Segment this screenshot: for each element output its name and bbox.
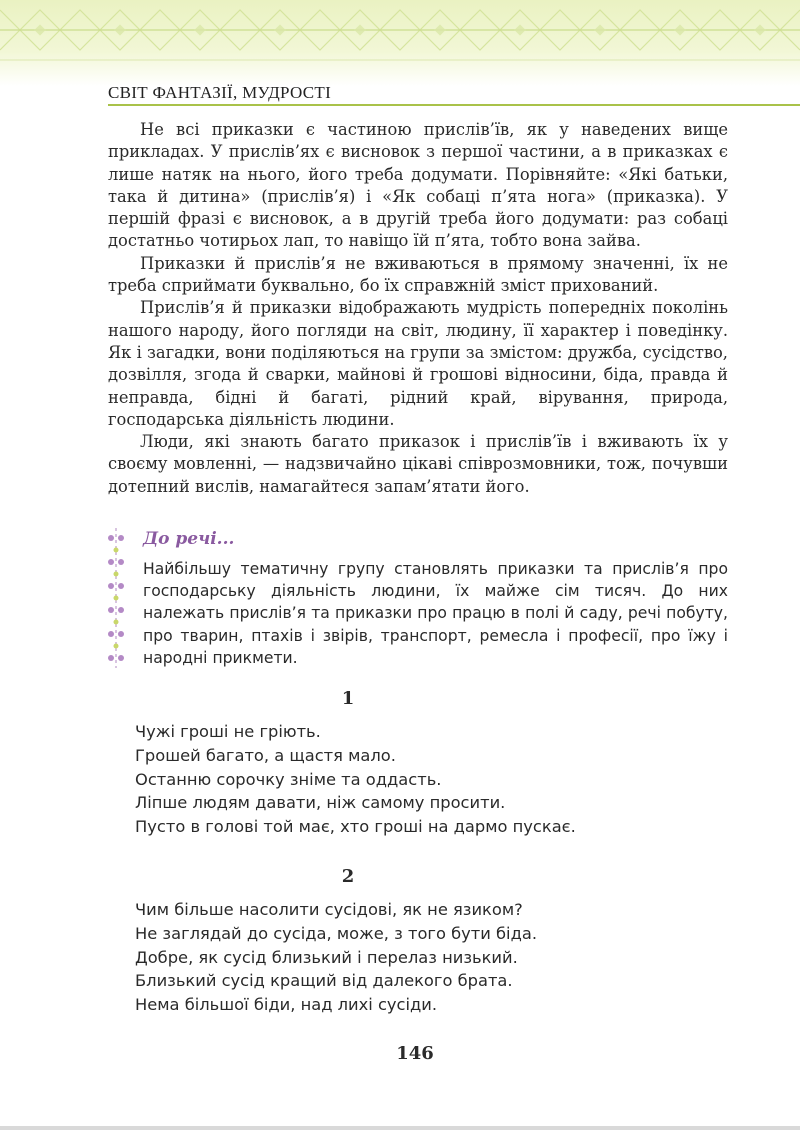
- page-number: 146: [396, 1043, 434, 1064]
- proverb-line: Добре, як сусід близький і перелаз низький.: [135, 947, 518, 967]
- aside-text: [143, 558, 728, 669]
- proverb-line: Пусто в голові той має, хто гроші на дармо пускає.: [135, 817, 576, 837]
- paragraph: Приказки й прислів’я не вживаються в прямому значенні, їх не треба сприймати буквально, бо їх справжній зміст прихований.: [108, 253, 728, 296]
- bottom-divider: [0, 1126, 800, 1130]
- title-divider: [108, 104, 800, 106]
- section-number: 2: [341, 866, 355, 887]
- proverb-list: [135, 720, 695, 839]
- proverb-line: Близький сусід кращий від далекого брата.: [135, 971, 513, 991]
- body-text: [108, 119, 728, 498]
- aside-title: До речі...: [143, 529, 235, 549]
- floral-ornament-icon: [105, 528, 127, 668]
- decorative-banner: [0, 0, 800, 86]
- proverb-line: Чужі гроші не гріють.: [135, 722, 321, 741]
- proverb-line: Не заглядай до сусіда, може, з того бути біда.: [135, 923, 537, 943]
- proverb-line: Ліпше людям давати, ніж самому просити.: [135, 793, 506, 813]
- section-title: СВІТ ФАНТАЗІЇ, МУДРОСТІ: [108, 83, 332, 102]
- proverb-list: [135, 898, 695, 1017]
- proverb-line: Останню сорочку зніме та оддасть.: [135, 769, 442, 789]
- aside-paragraph: Найбільшу тематичну групу становлять приказки та прислів’я про господарську діяльність людини, їх майже сім тисяч. До них належать прислів’я та приказки про працю в полі й саду, речі побуту, про тварин, птахів і звірів, транспорт, ремесла і професії, про їжу і народні прикмети.: [143, 560, 728, 667]
- paragraph: Не всі приказки є частиною прислів’їв, як у наведених вище прикладах. У прислів’ях є висновок з першої частини, а в приказках є лише натяк на нього, його треба додумати. Порівняйте: «Які батьки, така й дитина» (прислів’я) і «Як собаці п’ята нога» (приказка). У першій фразі є висновок, а в другій треба його додумати: раз собаці достатньо чотирьох лап, то навіщо їй п’ята, тобто вона зайва.: [108, 120, 728, 251]
- proverb-line: Грошей багато, а щастя мало.: [135, 745, 396, 765]
- paragraph: Люди, які знають багато приказок і прислів’їв і вживають їх у своєму мовленні, — надзвичайно цікаві співрозмовники, тож, почувши дотепний вислів, намагайтеся запам’ятати його.: [108, 432, 728, 496]
- paragraph: Прислів’я й приказки відображають мудрість попередніх поколінь нашого народу, його погляди на світ, людину, її характер і поведінку. Як і загадки, вони поділяються на групи за змістом: дружба, сусідство, дозвілля, згода й сварки, майнові й грошові відносини, біда, правда й неправда, бідні й багаті, рідний край, вірування, природа, господарська діяльність людини.: [108, 298, 728, 429]
- proverb-line: Нема більшої біди, над лихі сусіди.: [135, 995, 438, 1015]
- embroidery-pattern-icon: [0, 0, 800, 86]
- proverb-line: Чим більше насолити сусідові, як не язиком?: [135, 900, 523, 919]
- section-number: 1: [341, 688, 355, 709]
